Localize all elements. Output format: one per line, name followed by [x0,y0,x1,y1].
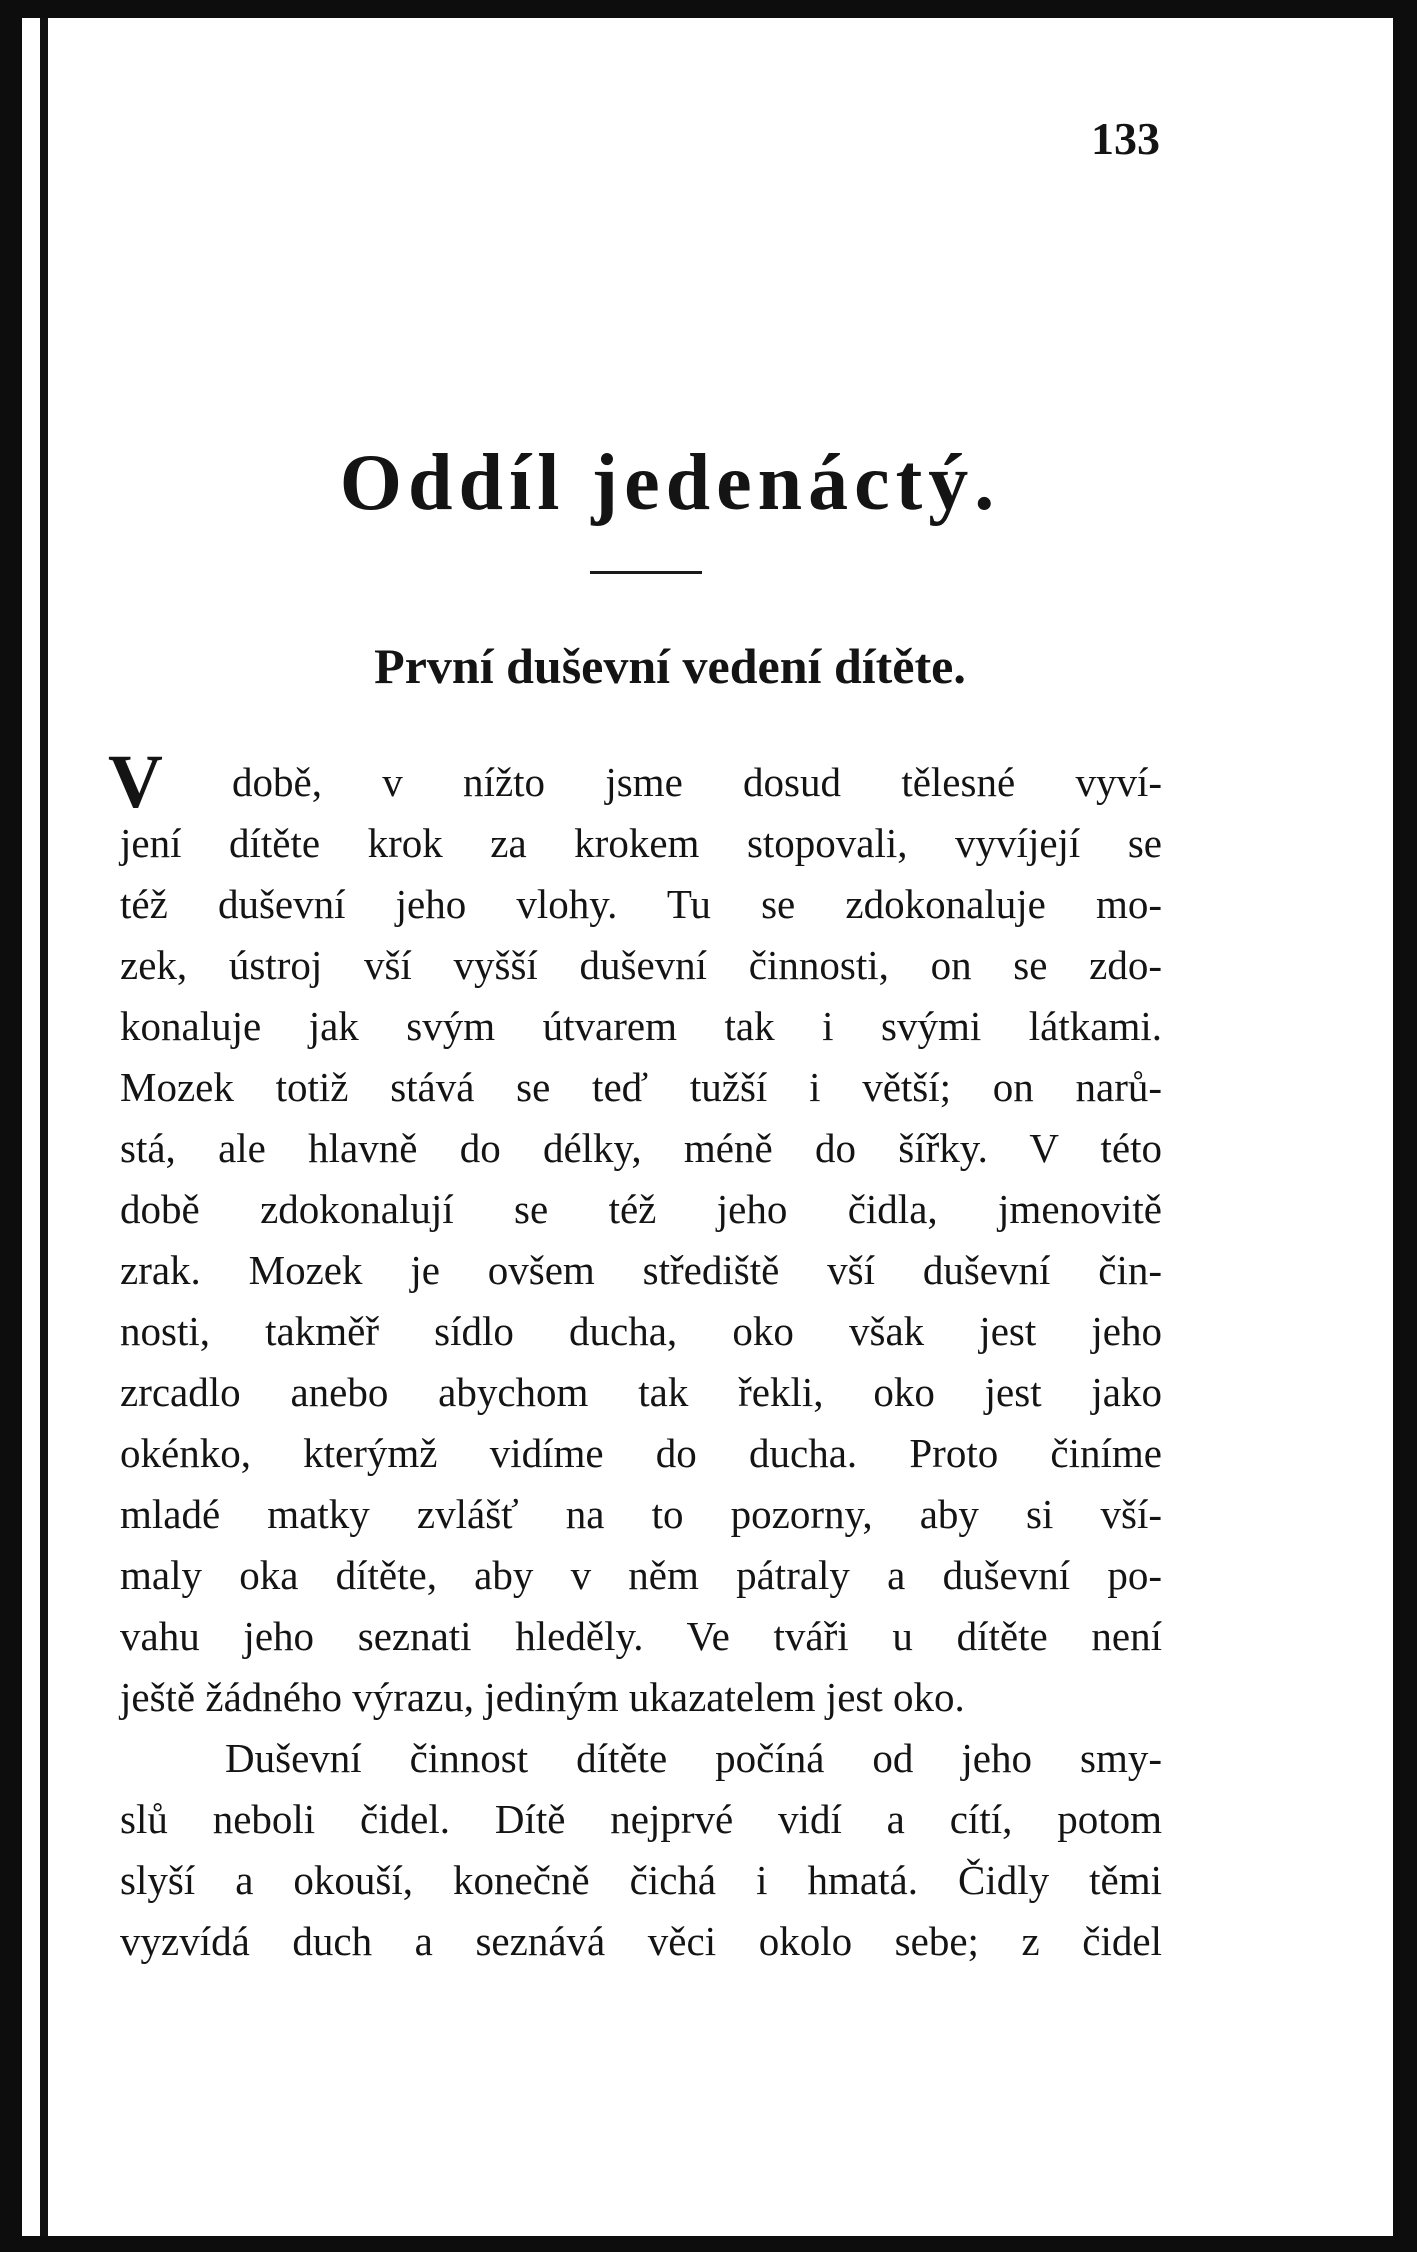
text-line: mladé matky zvlášť na to pozorny, aby si vší- [120,1491,1162,1537]
drop-cap: V [108,740,163,824]
text-line: okénko, kterýmž vidíme do ducha. Proto činíme [120,1430,1162,1476]
section-title: Oddíl jedenáctý. [339,439,1001,527]
text-line: vahu jeho seznati hleděly. Ve tváři u dítěte není [120,1613,1162,1659]
text-line: též duševní jeho vlohy. Tu se zdokonaluje mo- [120,881,1162,927]
text-line: konaluje jak svým útvarem tak i svými látkami. [120,1003,1162,1049]
book-spine-edge [40,18,48,2252]
text-line: slů neboli čidel. Dítě nejprvé vidí a cítí, potom [120,1796,1162,1842]
scan-border-bottom [0,2236,1417,2252]
title-divider [590,571,702,574]
text-line: nosti, takměř sídlo ducha, oko však jest jeho [120,1308,1162,1354]
text-line: maly oka dítěte, aby v něm pátraly a duševní po- [120,1552,1162,1598]
text-line: zek, ústroj vší vyšší duševní činnosti, on se zdo- [120,942,1162,988]
scan-border-top [0,0,1417,18]
text-line: zrcadlo anebo abychom tak řekli, oko jest jako [120,1369,1162,1415]
text-line: stá, ale hlavně do délky, méně do šířky. V této [120,1125,1162,1171]
chapter-subtitle: První duševní vedení dítěte. [374,638,966,694]
text-line: Mozek totiž stává se teď tužší i větší; on narů- [120,1064,1162,1110]
text-line: jení dítěte krok za krokem stopovali, vyvíjejí se [120,820,1162,866]
body-text [120,752,1162,1972]
text-line: Duševní činnost dítěte počíná od jeho smy- [225,1735,1162,1781]
page-number: 133 [1091,113,1160,164]
text-line: ještě žádného výrazu, jediným ukazatelem jest oko. [120,1674,965,1720]
scan-border-right [1393,0,1417,2252]
text-line: slyší a okouší, konečně čichá i hmatá. Čidly těmi [120,1857,1162,1903]
text-line: vyzvídá duch a seznává věci okolo sebe; z čidel [120,1918,1162,1964]
scan-border-left [0,0,22,2252]
text-line: době, v nížto jsme dosud tělesné vyví- [232,759,1162,805]
text-line: zrak. Mozek je ovšem střediště vší duševní čin- [120,1247,1162,1293]
text-line: době zdokonalují se též jeho čidla, jmenovitě [120,1186,1162,1232]
